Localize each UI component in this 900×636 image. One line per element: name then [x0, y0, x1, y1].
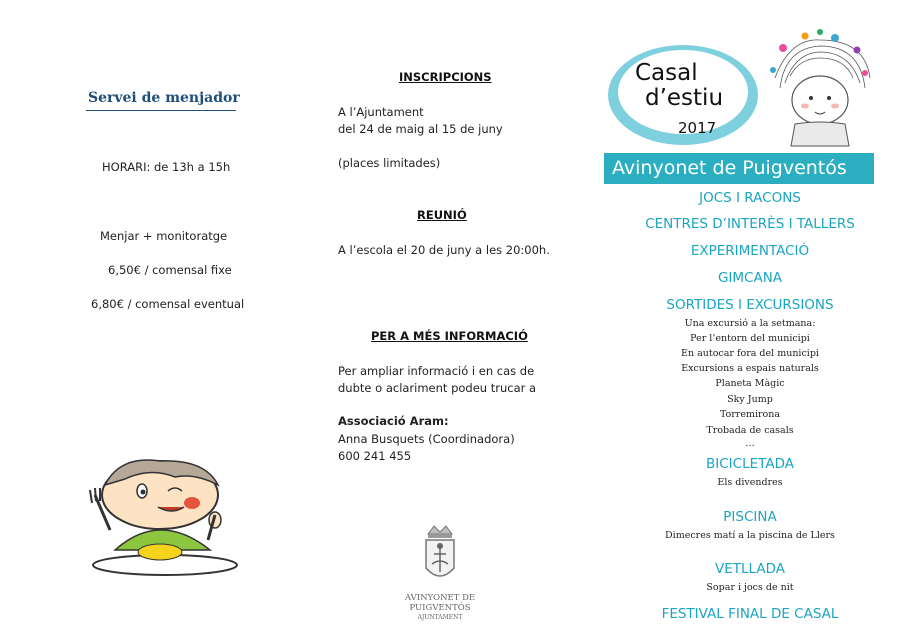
sortides-item: Excursions a espais naturals [681, 363, 819, 374]
horari-text: HORARI: de 13h a 15h [102, 160, 231, 174]
logo-line-3: AJUNTAMENT [417, 614, 463, 621]
destiu-word: d’estiu [645, 85, 724, 111]
reunio-text: A l’escola el 20 de juny a les 20:00h. [338, 243, 550, 257]
sortides-item: Per l’entorn del municipi [690, 333, 810, 344]
reunio-heading: REUNIÓ [417, 208, 467, 222]
activity-vetllada: VETLLADA [715, 561, 785, 577]
child-eating-illustration [80, 455, 240, 580]
piscina-sub: Dimecres matí a la piscina de Llers [665, 530, 835, 541]
inscripcions-line-1: A l’Ajuntament [338, 105, 424, 119]
bicicletada-sub: Els divendres [717, 477, 783, 488]
town-name: Avinyonet de Puigventós [612, 157, 847, 179]
logo-line-1: AVINYONET DE [404, 593, 476, 603]
activity-jocs: JOCS I RACONS [699, 190, 801, 206]
info-line-1: Per ampliar informació i en cas de [338, 364, 535, 378]
activity-festival: FESTIVAL FINAL DE CASAL [661, 606, 839, 622]
sortides-item: Planeta Màgic [715, 378, 785, 389]
price-eventual: 6,80€ / comensal eventual [91, 297, 245, 311]
activity-experimentacio: EXPERIMENTACIÓ [690, 243, 810, 259]
activity-bicicletada: BICICLETADA [706, 456, 794, 472]
title-underline [86, 110, 236, 111]
town-banner [604, 153, 874, 184]
municipal-coat-of-arms [420, 524, 460, 594]
activity-centres: CENTRES D’INTERÈS I TALLERS [645, 216, 855, 232]
inscripcions-heading: INSCRIPCIONS [399, 70, 492, 84]
sortides-item: Una excursió a la setmana: [684, 318, 816, 329]
sortides-item: En autocar fora del municipi [681, 348, 819, 359]
price-fixe: 6,50€ / comensal fixe [108, 263, 232, 277]
menjar-text: Menjar + monitoratge [100, 229, 228, 243]
inscripcions-line-3: (places limitades) [338, 156, 441, 170]
info-heading: PER A MÉS INFORMACIÓ [371, 329, 528, 343]
casal-word: Casal [635, 60, 698, 86]
menjador-title: Servei de menjador [88, 90, 240, 106]
sortides-ellipsis: … [745, 438, 755, 449]
activity-gimcana: GIMCANA [717, 270, 783, 286]
girl-flowers-illustration [765, 28, 875, 148]
year: 2017 [678, 119, 717, 137]
activity-sortides: SORTIDES I EXCURSIONS [666, 297, 834, 313]
logo-line-2: PUIGVENTÓS [409, 603, 471, 613]
assoc-name: Associació Aram: [338, 414, 449, 428]
sortides-item: Sky Jump [727, 394, 773, 405]
info-line-2: dubte o aclariment podeu trucar a [338, 381, 537, 395]
contact-name: Anna Busquets (Coordinadora) [338, 432, 515, 446]
activity-piscina: PISCINA [723, 509, 777, 525]
sortides-item: Torremirona [719, 409, 781, 420]
inscripcions-line-2: del 24 de maig al 15 de juny [338, 122, 503, 136]
vetllada-sub: Sopar i jocs de nit [706, 582, 794, 593]
contact-phone: 600 241 455 [338, 449, 412, 463]
sortides-item: Trobada de casals [706, 425, 794, 436]
